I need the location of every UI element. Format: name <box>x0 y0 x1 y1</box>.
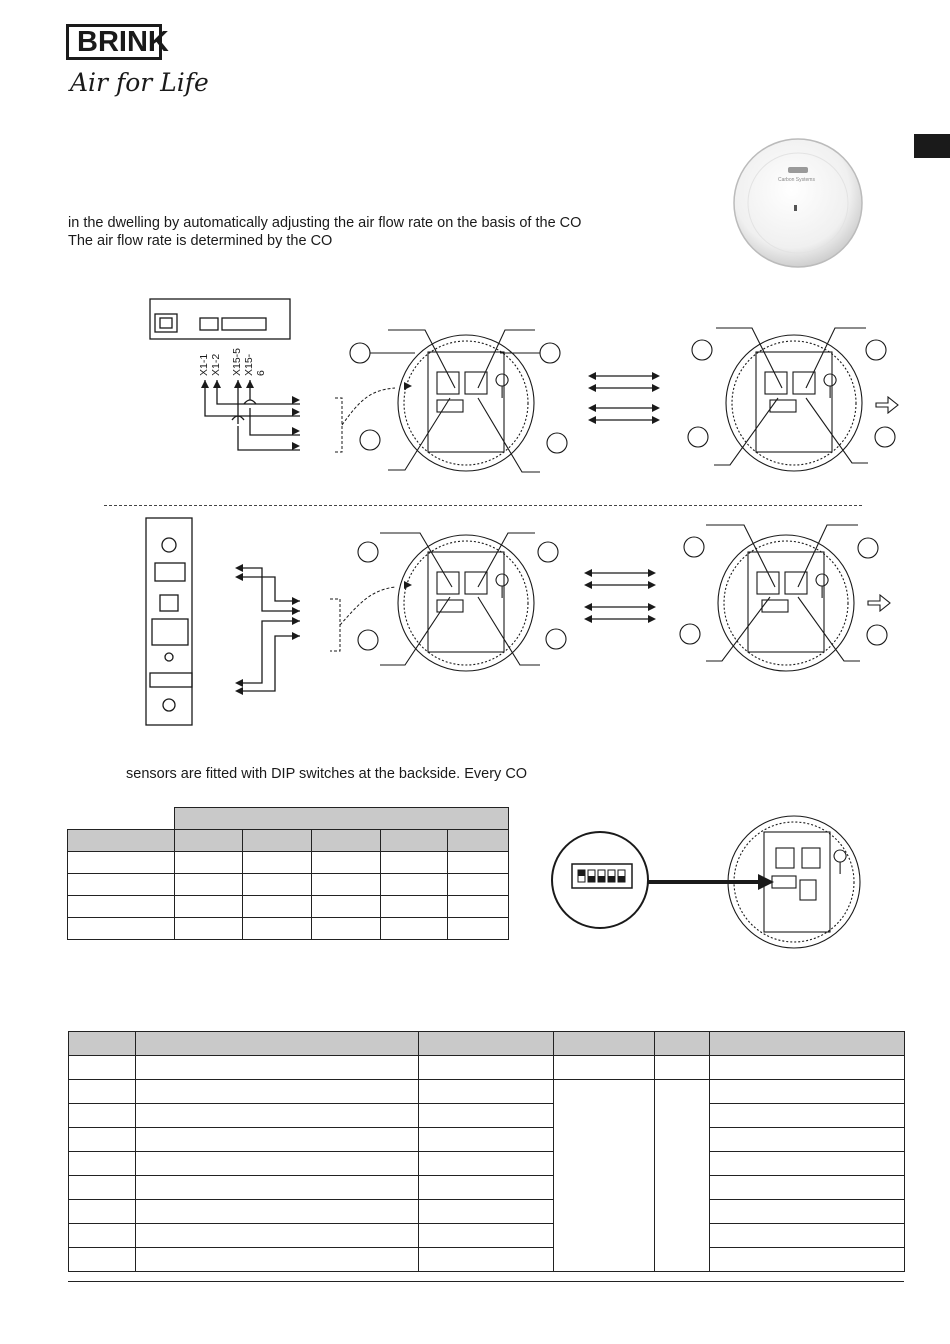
dip-switch-text: sensors are fitted with DIP switches at the backside. Every CO <box>126 766 528 782</box>
table-row <box>69 1176 905 1200</box>
table-header-group <box>175 808 509 830</box>
logo-text: BRINK <box>77 26 169 58</box>
wiring-diagram-bottom <box>0 515 950 730</box>
table-row <box>69 1104 905 1128</box>
table-row <box>69 1056 905 1080</box>
table-row <box>69 1152 905 1176</box>
terminal-x15-5: X15-5 <box>231 347 243 376</box>
table-row <box>68 918 509 940</box>
table-row <box>69 1248 905 1272</box>
wiring-diagram-top <box>0 280 950 495</box>
terminal-x1-1: X1-1 <box>198 353 210 376</box>
intro-line-1: in the dwelling by automatically adjusting the air flow rate on the basis of the CO <box>68 215 582 231</box>
table-row <box>69 1200 905 1224</box>
settings-table <box>68 1031 905 1272</box>
brand-logo <box>66 24 169 60</box>
dip-switch-illustration <box>550 810 870 960</box>
dip-switch-table <box>67 807 509 940</box>
table-row <box>68 874 509 896</box>
product-label: Carbon Systems <box>778 177 815 183</box>
co2-sensor-photo <box>730 135 866 271</box>
section-tab-marker <box>914 134 950 158</box>
table-row <box>68 852 509 874</box>
table-row <box>68 896 509 918</box>
terminal-x15-6: X15-6 <box>243 353 267 376</box>
table-row <box>69 1224 905 1248</box>
brand-tagline: Air for Life <box>70 68 209 97</box>
table-row <box>68 830 509 852</box>
terminal-labels <box>198 348 268 388</box>
table-header-row <box>69 1032 905 1056</box>
table-row <box>69 1080 905 1104</box>
section-divider <box>104 505 862 506</box>
footer-rule <box>68 1281 904 1282</box>
table-row <box>69 1128 905 1152</box>
terminal-x1-2: X1-2 <box>210 353 222 376</box>
intro-line-2: The air flow rate is determined by the CO <box>68 233 333 249</box>
